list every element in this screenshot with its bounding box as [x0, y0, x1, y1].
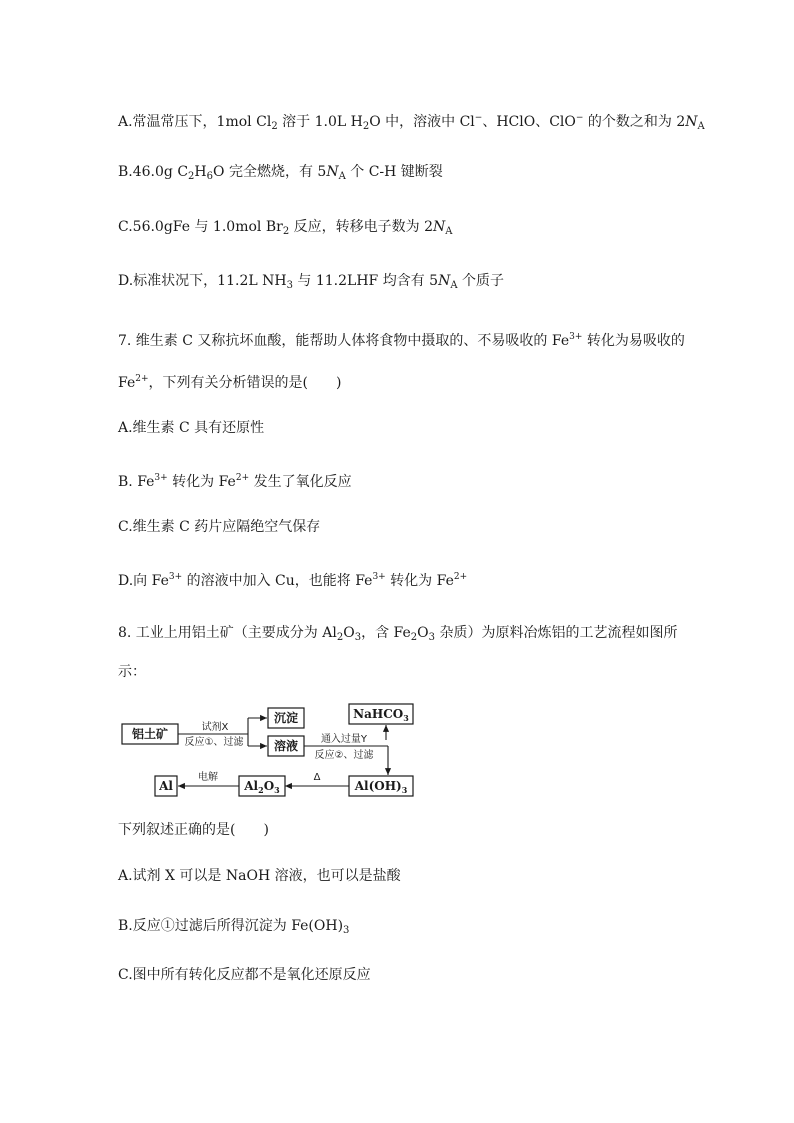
reaction2-label: 反应②、过滤 [314, 750, 374, 761]
nahco3-label: NaHCO$_3$ [353, 707, 409, 723]
excess-y-label: 通入过量Y [320, 734, 368, 745]
q8-stem-line2: 示： [118, 664, 146, 680]
heat-symbol: Δ [313, 772, 321, 783]
q7-option-c: C.维生素 C 药片应隔绝空气保存 [118, 519, 321, 535]
process-flow-diagram [118, 700, 418, 800]
precipitate-label: 沉淀 [273, 711, 299, 725]
q8-ask: 下列叙述正确的是( ) [118, 822, 269, 838]
al-label: Al [159, 779, 173, 793]
q8-option-b: B.反应①过滤后所得沉淀为 $Fe(OH)_3$ [118, 918, 350, 936]
q7-option-d: D.向 $Fe^{3+}$ 的溶液中加入 Cu，也能将 $Fe^{3+}$ 转化为 $Fe^{2+}$ [118, 572, 468, 589]
solution-label: 溶液 [273, 739, 299, 753]
q6-option-a: A.常温常压下，1mol $Cl_2$ 溶于 1.0L $H_2O$ 中，溶液中 Cl−、HClO、ClO− 的个数之和为 $2N_A$ [118, 113, 705, 132]
q7-stem-line1: 7. 维生素 C 又称抗坏血酸，能帮助人体将食物中摄取的、不易吸收的 $Fe^{3+}$ 转化为易吸收的 [118, 332, 685, 349]
bauxite-label: 铝土矿 [131, 727, 169, 741]
aloh3-label: $Al(OH)_3$ [354, 779, 408, 795]
q8-option-c: C.图中所有转化反应都不是氧化还原反应 [118, 967, 371, 983]
q6-option-c: C.56.0gFe 与 1.0mol $Br_2$ 反应，转移电子数为 $2N_A$ [118, 219, 453, 237]
q7-option-b: B. $Fe^{3+}$ 转化为 $Fe^{2+}$ 发生了氧化反应 [118, 473, 352, 490]
q6-option-d: D.标准状况下，11.2L $NH_3$ 与 11.2LHF 均含有 $5N_A$ 个质子 [118, 273, 504, 291]
q7-option-a: A.维生素 C 具有还原性 [118, 420, 265, 436]
q7-stem-line2: $Fe^{2+}$，下列有关分析错误的是( ) [118, 374, 342, 391]
al2o3-label: $Al_2O_3$ [244, 779, 280, 795]
q8-option-a: A.试剂 X 可以是 NaOH 溶液，也可以是盐酸 [118, 868, 401, 884]
q6-option-b: B.46.0g $C_2H_6O$ 完全燃烧，有 $5N_A$ 个 C-H 键断裂 [118, 164, 443, 182]
electrolysis-label: 电解 [198, 772, 218, 783]
q8-stem-line1: 8. 工业上用铝土矿（主要成分为 $Al_2O_3$，含 $Fe_2O_3$ 杂质）为原料冶炼铝的工艺流程如图所 [118, 625, 678, 643]
reaction1-label: 反应①、过滤 [184, 737, 244, 748]
reagent-x-label: 试剂X [201, 722, 229, 733]
